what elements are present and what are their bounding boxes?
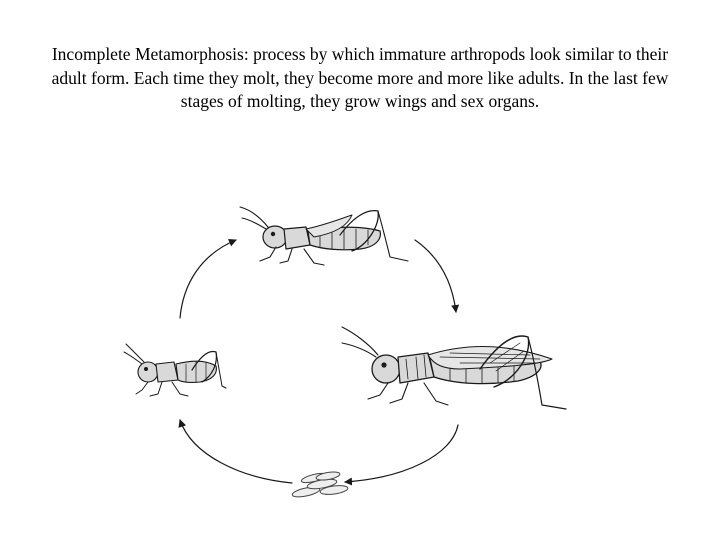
grasshopper-nymph-large-icon xyxy=(240,207,408,265)
cycle-arrow-older-to-adult xyxy=(415,240,456,312)
grasshopper-adult-icon xyxy=(342,327,566,409)
cycle-arrow-eggs-to-young xyxy=(180,420,292,483)
cycle-arrow-young-to-older xyxy=(180,240,236,318)
cycle-arrow-adult-to-eggs xyxy=(345,425,458,482)
grasshopper-nymph-small-icon xyxy=(124,344,226,396)
caption-text: Incomplete Metamorphosis: process by which immature arthropods look similar to their adult form. Each time they molt, they become more and more like adults. In the last few stages of molting, they grow wings and sex organs. xyxy=(51,44,669,111)
egg-cluster-icon xyxy=(291,470,348,498)
